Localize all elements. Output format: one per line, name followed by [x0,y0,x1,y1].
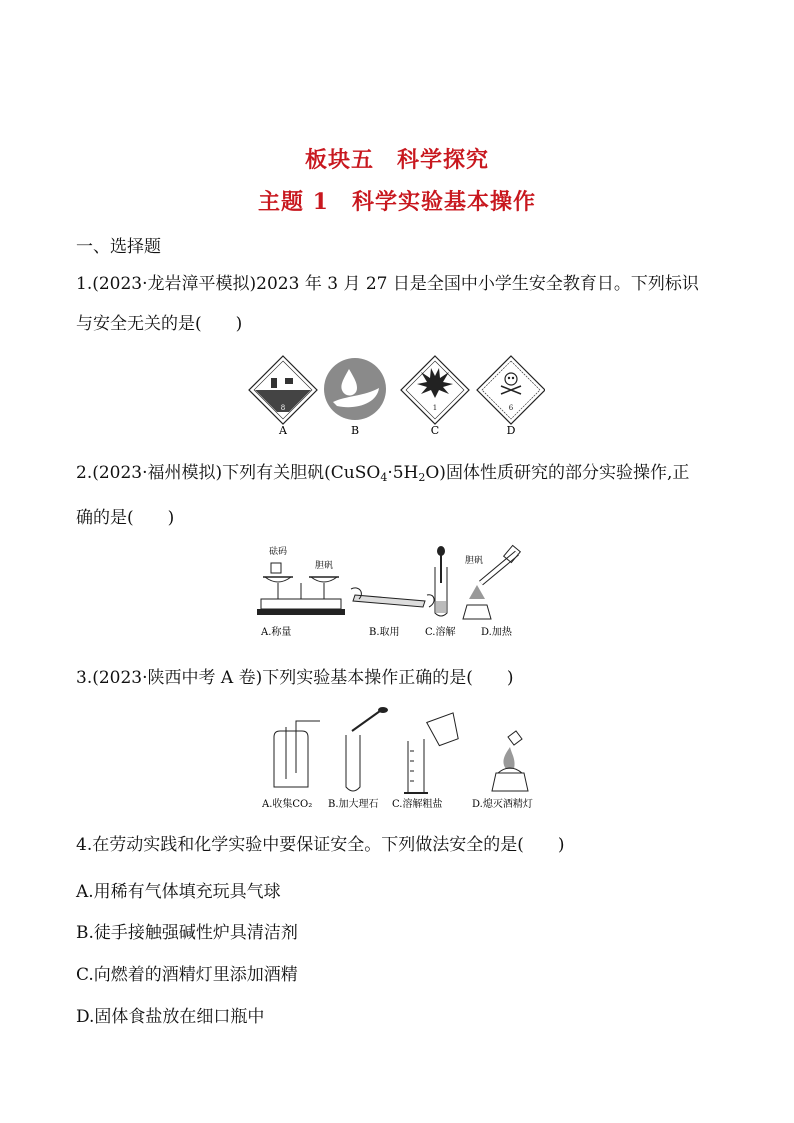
q4-option-c: C.向燃着的酒精灯里添加酒精 [76,965,298,985]
question-2-line1 [76,453,726,498]
question-2 [76,453,726,538]
q2-operations-figure [255,543,535,643]
q2-text-a: 2.(2023·福州模拟)下列有关胆矾(CuSO [76,463,381,483]
test-tube-dropper-icon [435,546,447,616]
q2-text-c: O)固体性质研究的部分实验操作,正 [425,463,690,483]
q3-caption-b: B.加大理石 [328,799,379,810]
q2-sub-4: 4 [380,471,388,484]
alcohol-lamp-icon [492,731,528,791]
q1-label-c: C [430,424,440,437]
q3-caption-c: C.溶解粗盐 [392,799,443,810]
q1-label-a: A [279,424,287,437]
section-heading: 一、选择题 [76,237,161,257]
test-tube-spoon-icon [346,707,388,791]
balance-icon [257,545,345,615]
question-2-line2: 确的是( ) [76,508,175,528]
bluevitriol-label-2: 胆矾 [465,556,484,566]
sign-d-number: 6 [508,404,514,412]
q4-option-b: B.徒手接触强碱性炉具清洁剂 [76,923,298,943]
heating-apparatus-icon [463,545,520,619]
question-1-line2: 与安全无关的是( ) [76,314,243,334]
question-1-line1: 1.(2023·龙岩漳平模拟)2023 年 3 月 27 日是全国中小学生安全教育日。下列标识 [76,274,699,294]
weights-label: 砝码 [269,547,288,557]
question-3 [76,658,726,698]
paper-trough-icon [351,588,434,607]
topic-title: 主题 1 科学实验基本操作 [258,189,536,215]
block-title: 板块五 科学探究 [304,147,489,173]
question-4-line1: 4.在劳动实践和化学实验中要保证安全。下列做法安全的是( ) [76,835,565,855]
q2-text-b: ·5H [387,463,419,483]
question-4 [76,825,726,865]
q1-safety-signs-figure [245,352,545,442]
water-saving-sign-icon [324,358,386,420]
explosive-sign-icon [401,356,469,424]
sign-a-number: 8 [280,404,286,412]
q2-caption-a: A.称量 [261,627,292,638]
q4-option-d: D.固体食盐放在细口瓶中 [76,1007,265,1027]
corrosive-sign-icon [249,356,317,424]
question-3-line1: 3.(2023·陕西中考 A 卷)下列实验基本操作正确的是( ) [76,668,514,688]
q2-caption-b: B.取用 [369,627,400,638]
sign-c-number: 1 [432,404,438,412]
graduated-cylinder-icon [404,713,462,793]
q3-caption-d: D.熄灭酒精灯 [472,799,533,810]
q2-caption-d: D.加热 [481,627,512,638]
question-1 [76,264,726,344]
q2-caption-c: C.溶解 [425,627,456,638]
q2-sub-2: 2 [418,471,426,484]
gas-bottle-icon [274,721,320,787]
q3-operations-figure [262,707,562,813]
q1-label-b: B [350,424,360,437]
q4-option-a: A.用稀有气体填充玩具气球 [76,882,281,902]
q1-label-d: D [506,424,516,437]
bluevitriol-label: 胆矾 [315,561,334,571]
toxic-sign-icon [477,356,545,424]
q3-caption-a: A.收集CO₂ [262,799,313,810]
